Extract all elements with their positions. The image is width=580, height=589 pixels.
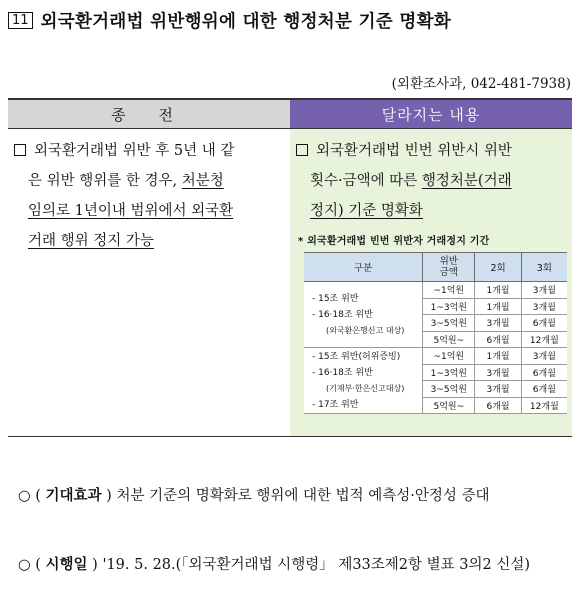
group-label-line: - 17조 위반 (312, 399, 359, 410)
checkbox-square-icon (296, 144, 308, 156)
group-label-line: - 15조 위반 (312, 293, 359, 304)
suspension-period-table (304, 252, 567, 414)
table-cell: 1개월 (475, 282, 521, 299)
before-line-1: 외국환거래법 위반 후 5년 내 같 (34, 143, 235, 159)
title-text: 외국환거래법 위반행위에 대한 행정처분 기준 명확화 (40, 12, 452, 32)
table-cell: 12개월 (521, 397, 567, 414)
table-row (304, 282, 567, 299)
before-header: 종 전 (8, 98, 290, 129)
table-cell: 12개월 (521, 331, 567, 348)
circle-bullet-icon: ○ (18, 557, 31, 573)
table-row (304, 348, 567, 365)
table-cell: 3개월 (475, 315, 521, 332)
section-number: 11 (8, 12, 33, 29)
before-line-3: 임의로 1년이내 범위에서 외국환 (28, 203, 234, 219)
enforce-label: 시행일 (45, 557, 88, 573)
table-cell: 3개월 (521, 298, 567, 315)
table-cell: 3개월 (521, 348, 567, 365)
effect-label: 기대효과 (45, 488, 102, 504)
enforce-text: '19. 5. 28.(「외국환거래법 시행령」 제33조제2항 별표 3의2 신설) (102, 557, 530, 573)
department-contact: (외환조사과, 042-481-7938) (391, 76, 571, 92)
table-cell: 3개월 (475, 364, 521, 381)
group-label-line: - 16·18조 위반 (312, 367, 373, 378)
col-header-3rd: 3회 (521, 253, 567, 282)
group-label-line: (외국환은행신고 대상) (326, 325, 405, 335)
col-header-2nd: 2회 (475, 253, 521, 282)
group-label-line: - 16·18조 위반 (312, 309, 373, 320)
table-cell: 1~3억원 (423, 298, 475, 315)
col-header-category: 구분 (304, 253, 423, 282)
before-line-2: 은 위반 행위를 한 경우, (28, 173, 178, 189)
table-bottom-rule (8, 436, 572, 437)
effect-text: 처분 기준의 명확화로 행위에 대한 법적 예측성·안정성 증대 (116, 488, 490, 504)
table-cell: 6개월 (475, 397, 521, 414)
section-title (8, 8, 451, 33)
after-line-2-underlined: 행정처분(거래 (421, 173, 512, 189)
comparison-table (8, 98, 572, 438)
table-cell: 1~3억원 (423, 364, 475, 381)
table-cell: 1개월 (475, 348, 521, 365)
group-label-line: - 15조 위반(허위증빙) (312, 351, 401, 362)
col-header-amount: 위반 금액 (423, 253, 475, 282)
after-line-2: 횟수·금액에 따른 (310, 173, 418, 189)
group-label-line: (기재부·한은신고대상) (326, 383, 405, 393)
table-cell: 1개월 (475, 298, 521, 315)
table-cell: 3~5억원 (423, 381, 475, 398)
group-label-1 (304, 282, 423, 348)
table-cell: 6개월 (521, 381, 567, 398)
after-line-1: 외국환거래법 빈번 위반시 위반 (316, 143, 512, 159)
table-cell: 3~5억원 (423, 315, 475, 332)
after-line-3: 정지) 기준 명확화 (310, 203, 423, 219)
table-cell: 6개월 (475, 331, 521, 348)
table-cell: 5억원~ (423, 331, 475, 348)
table-cell: ~1억원 (423, 282, 475, 299)
table-cell: 3개월 (475, 381, 521, 398)
expected-effect-line: ○ ( 기대효과 ) 처분 기준의 명확화로 행위에 대한 법적 예측성·안정성 증대 (18, 488, 490, 504)
table-cell: 6개월 (521, 315, 567, 332)
table-cell: 5억원~ (423, 397, 475, 414)
before-line-4: 거래 행위 정지 가능 (28, 233, 154, 249)
enforcement-date-line: ○ ( 시행일 ) '19. 5. 28.(「외국환거래법 시행령」 제33조제2항 별표 3의2 신설) (18, 557, 530, 573)
group-label-2 (304, 348, 423, 414)
circle-bullet-icon: ○ (18, 488, 31, 504)
after-content (296, 136, 572, 226)
table-cell: 3개월 (521, 282, 567, 299)
before-line-2-underlined: 처분청 (181, 173, 224, 189)
before-content (14, 136, 286, 256)
suspension-table-caption: * 외국환거래법 빈번 위반자 거래정지 기간 (298, 236, 490, 247)
table-cell: ~1억원 (423, 348, 475, 365)
table-cell: 6개월 (521, 364, 567, 381)
checkbox-square-icon (14, 144, 26, 156)
after-header: 달라지는 내용 (290, 98, 572, 129)
